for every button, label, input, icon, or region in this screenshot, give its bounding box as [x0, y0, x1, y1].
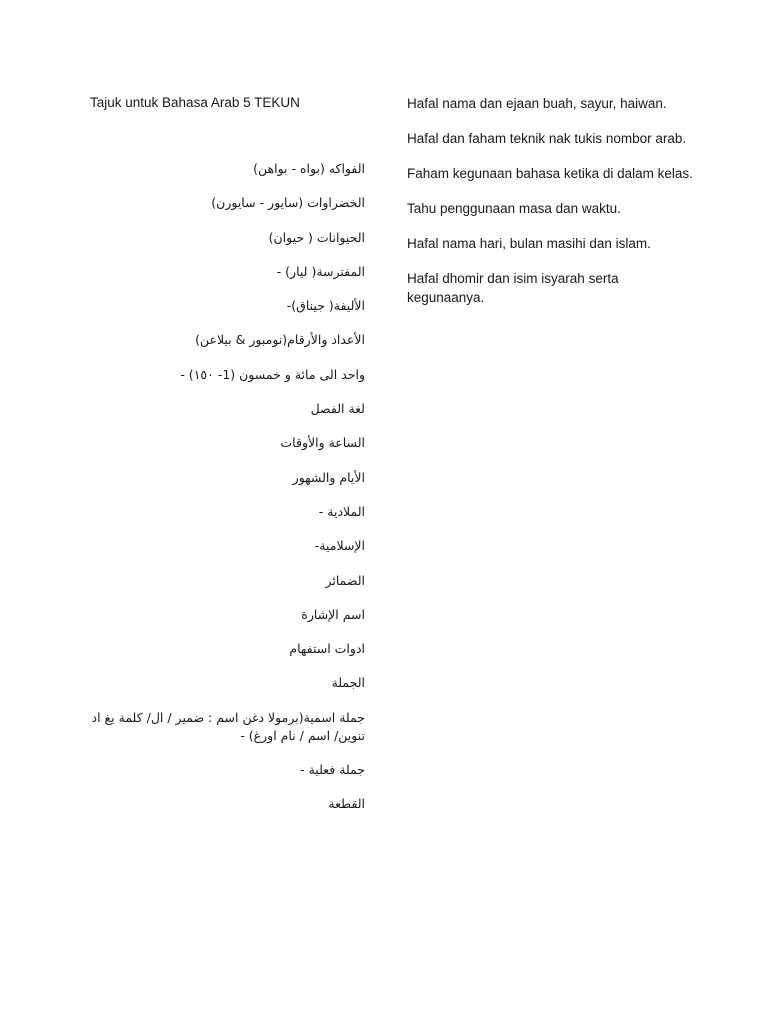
- list-item: Tahu penggunaan masa dan waktu.: [407, 200, 621, 216]
- list-item: المفترسة( ليار) -: [276, 263, 365, 279]
- list-item: الأعداد والأرقام(نومبور & بيلاعن): [195, 332, 365, 348]
- list-item: الملادية -: [318, 503, 365, 519]
- list-item: اسم الإشارة: [301, 606, 365, 622]
- list-item: Hafal nama dan ejaan buah, sayur, haiwan.: [407, 96, 667, 111]
- list-item: لغة الفصل: [310, 401, 365, 417]
- list-item: ادوات استفهام: [289, 641, 365, 657]
- document-title: Tajuk untuk Bahasa Arab 5 TEKUN: [90, 95, 300, 110]
- list-item: جملة اسمية(برمولا دغن اسم : ضمير / ال/ كلمة يغ اد تنوين/ اسم / نام اورغ) -: [91, 709, 365, 743]
- arabic-topic-list: [90, 160, 365, 813]
- list-item: الضمائر: [325, 572, 365, 588]
- list-item: واحد الى مائة و خمسون (1- ١٥٠) -: [180, 366, 365, 382]
- left-column: [90, 94, 365, 830]
- list-item: الإسلامية-: [314, 538, 365, 554]
- list-item: الأيام والشهور: [292, 469, 365, 485]
- list-item: القطعة: [328, 796, 365, 812]
- list-item: Hafal dhomir dan isim isyarah serta kegunaanya.: [407, 270, 619, 305]
- right-column: [407, 94, 697, 323]
- list-item: الفواكه (بواه - بواهن): [253, 161, 365, 176]
- list-item: الحيوانات ( حيوان): [268, 229, 365, 245]
- list-item: Hafal nama hari, bulan masihi dan islam.: [407, 235, 651, 251]
- list-item: الأليفة( جيناق)-: [286, 298, 365, 314]
- list-item: الساعة والأوقات: [280, 435, 365, 451]
- list-item: الخضراوات (سايور - سايورن): [211, 195, 365, 211]
- list-item: Faham kegunaan bahasa ketika di dalam kelas.: [407, 165, 693, 181]
- list-item: Hafal dan faham teknik nak tukis nombor arab.: [407, 130, 687, 146]
- learning-goal-list: [407, 94, 697, 308]
- list-item: الجملة: [331, 675, 365, 691]
- list-item: جملة فعلية -: [300, 762, 365, 778]
